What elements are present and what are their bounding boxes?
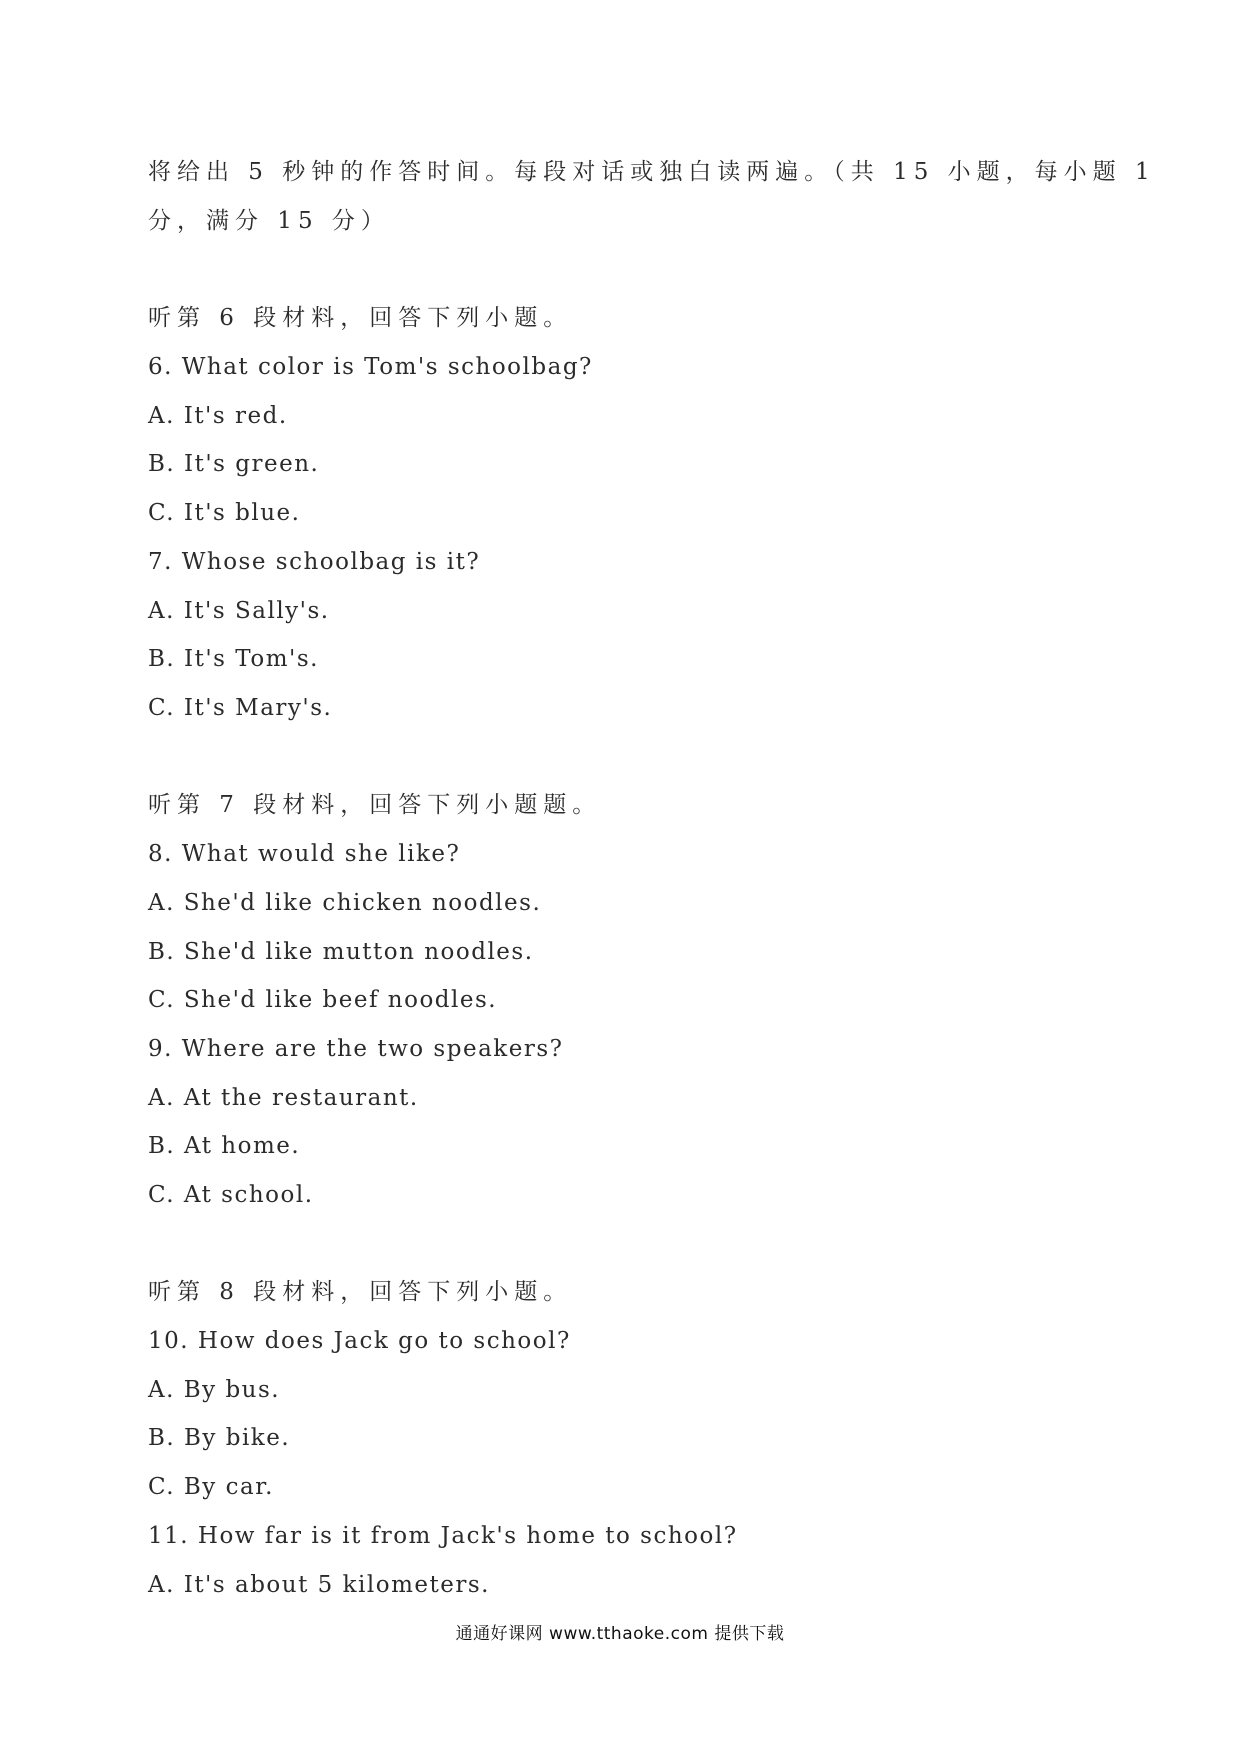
question-stem: 9. Where are the two speakers?	[148, 1036, 564, 1062]
section-heading: 听第 7 段材料，回答下列小题题。	[148, 792, 602, 818]
section-heading: 听第 8 段材料，回答下列小题。	[148, 1279, 573, 1305]
answer-option: B. By bike.	[148, 1425, 291, 1451]
page-footer: 通通好课网 www.tthaoke.com 提供下载	[455, 1624, 785, 1644]
answer-option: A. It's about 5 kilometers.	[148, 1572, 490, 1598]
answer-option: A. She'd like chicken noodles.	[148, 890, 542, 916]
answer-option: C. It's blue.	[148, 500, 301, 526]
section-heading: 听第 6 段材料，回答下列小题。	[148, 305, 573, 331]
question-stem: 6. What color is Tom's schoolbag?	[148, 354, 593, 380]
answer-option: C. By car.	[148, 1474, 274, 1500]
question-stem: 7. Whose schoolbag is it?	[148, 549, 481, 575]
answer-option: A. At the restaurant.	[148, 1085, 419, 1111]
answer-option: C. She'd like beef noodles.	[148, 987, 498, 1013]
question-stem: 8. What would she like?	[148, 841, 461, 867]
answer-option: A. It's Sally's.	[148, 598, 330, 624]
intro-line-2: 分，满分 15 分）	[148, 208, 390, 234]
answer-option: B. She'd like mutton noodles.	[148, 939, 534, 965]
answer-option: A. By bus.	[148, 1377, 281, 1403]
answer-option: B. At home.	[148, 1133, 301, 1159]
question-stem: 11. How far is it from Jack's home to school?	[148, 1523, 738, 1549]
answer-option: B. It's green.	[148, 451, 320, 477]
answer-option: A. It's red.	[148, 403, 288, 429]
answer-option: C. It's Mary's.	[148, 695, 333, 721]
question-stem: 10. How does Jack go to school?	[148, 1328, 571, 1354]
intro-line-1: 将给出 5 秒钟的作答时间。每段对话或独白读两遍。（共 15 小题，每小题 1	[148, 159, 1156, 185]
answer-option: B. It's Tom's.	[148, 646, 319, 672]
answer-option: C. At school.	[148, 1182, 314, 1208]
